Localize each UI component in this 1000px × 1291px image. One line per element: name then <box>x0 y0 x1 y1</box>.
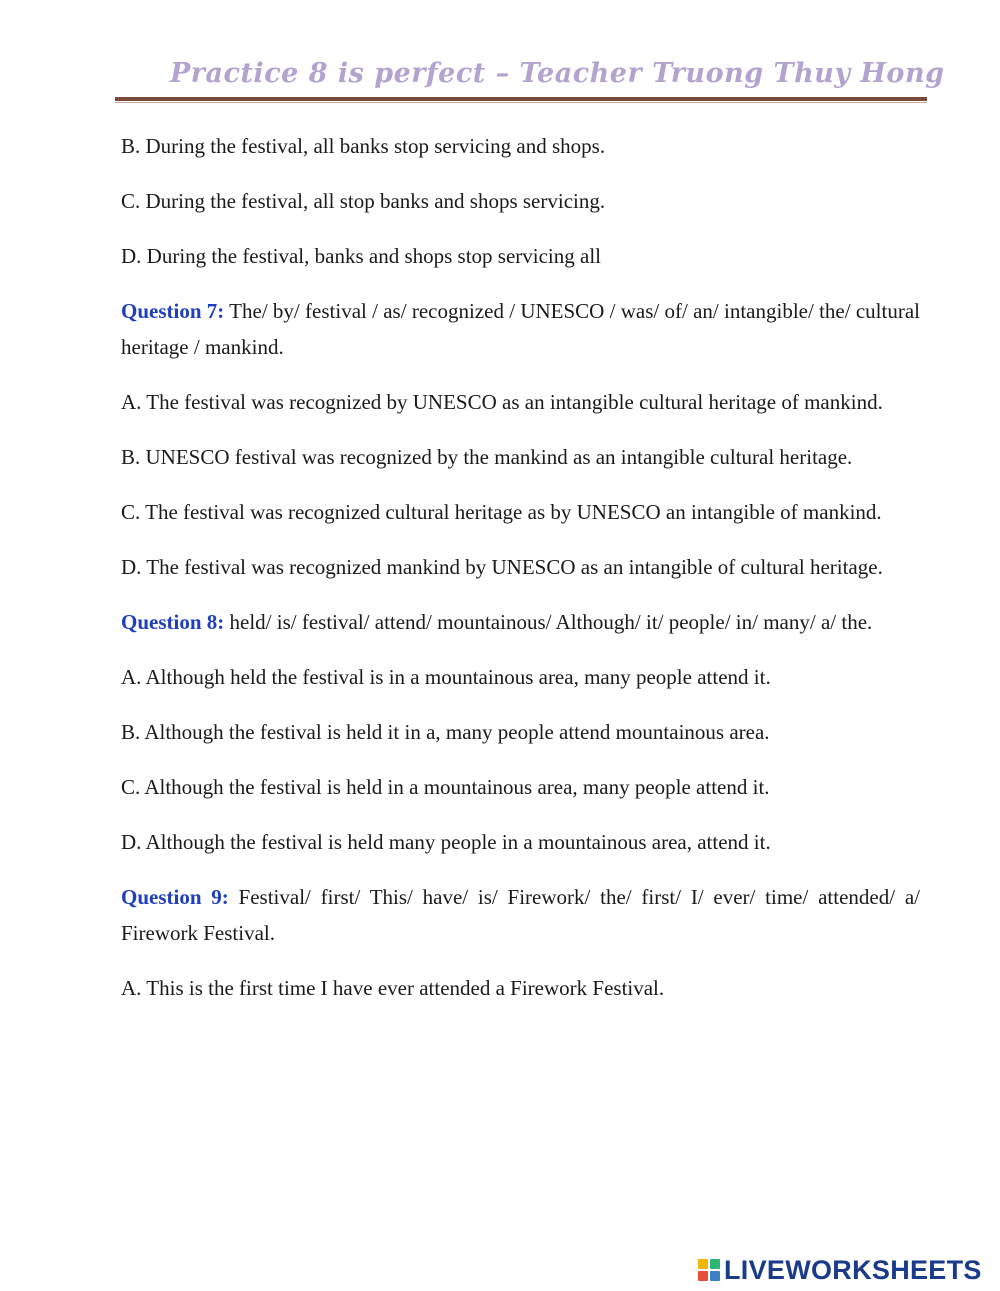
logo-square <box>698 1271 708 1281</box>
answer-option: B. During the festival, all banks stop servicing and shops. <box>121 134 606 158</box>
answer-option: A. Although held the festival is in a mountainous area, many people attend it. <box>121 665 771 689</box>
logo-square <box>698 1259 708 1269</box>
answer-option: B. Although the festival is held it in a, many people attend mountainous area. <box>121 720 770 744</box>
question-9 <box>121 879 920 951</box>
answer-option: D. The festival was recognized mankind by UNESCO as an intangible of cultural heritage. <box>121 555 883 579</box>
logo-text: LIVEWORKSHEETS <box>724 1254 982 1285</box>
header-divider <box>115 97 927 101</box>
answer-option: D. During the festival, banks and shops stop servicing all <box>121 244 602 268</box>
header-divider-shadow <box>115 102 927 103</box>
worksheet-content <box>121 128 920 1025</box>
question-label: Question 7: <box>121 299 225 323</box>
page-header-title: Practice 8 is perfect – Teacher Truong Thuy Hong <box>170 58 945 89</box>
logo-square <box>710 1271 720 1281</box>
answer-option: B. UNESCO festival was recognized by the mankind as an intangible cultural heritage. <box>121 445 853 469</box>
answer-option: C. The festival was recognized cultural heritage as by UNESCO an intangible of mankind. <box>121 500 882 524</box>
question-label: Question 8: <box>121 610 225 634</box>
answer-option: C. During the festival, all stop banks and shops servicing. <box>121 189 606 213</box>
question-prompt: held/ is/ festival/ attend/ mountainous/ Although/ it/ people/ in/ many/ a/ the. <box>224 610 873 634</box>
question-7 <box>121 293 920 365</box>
liveworksheets-logo <box>698 1255 982 1285</box>
question-8 <box>121 604 920 640</box>
logo-square <box>710 1259 720 1269</box>
answer-option: C. Although the festival is held in a mountainous area, many people attend it. <box>121 775 770 799</box>
logo-icon <box>698 1259 720 1281</box>
question-prompt: Festival/ first/ This/ have/ is/ Firework/ the/ first/ I/ ever/ time/ attended/ a/ Firework Festival. <box>121 885 920 945</box>
answer-option: D. Although the festival is held many people in a mountainous area, attend it. <box>121 830 771 854</box>
question-prompt: The/ by/ festival / as/ recognized / UNESCO / was/ of/ an/ intangible/ the/ cultural heritage / mankind. <box>121 299 920 359</box>
answer-option: A. This is the first time I have ever attended a Firework Festival. <box>121 976 665 1000</box>
question-label: Question 9: <box>121 885 229 909</box>
answer-option: A. The festival was recognized by UNESCO as an intangible cultural heritage of mankind. <box>121 390 883 414</box>
